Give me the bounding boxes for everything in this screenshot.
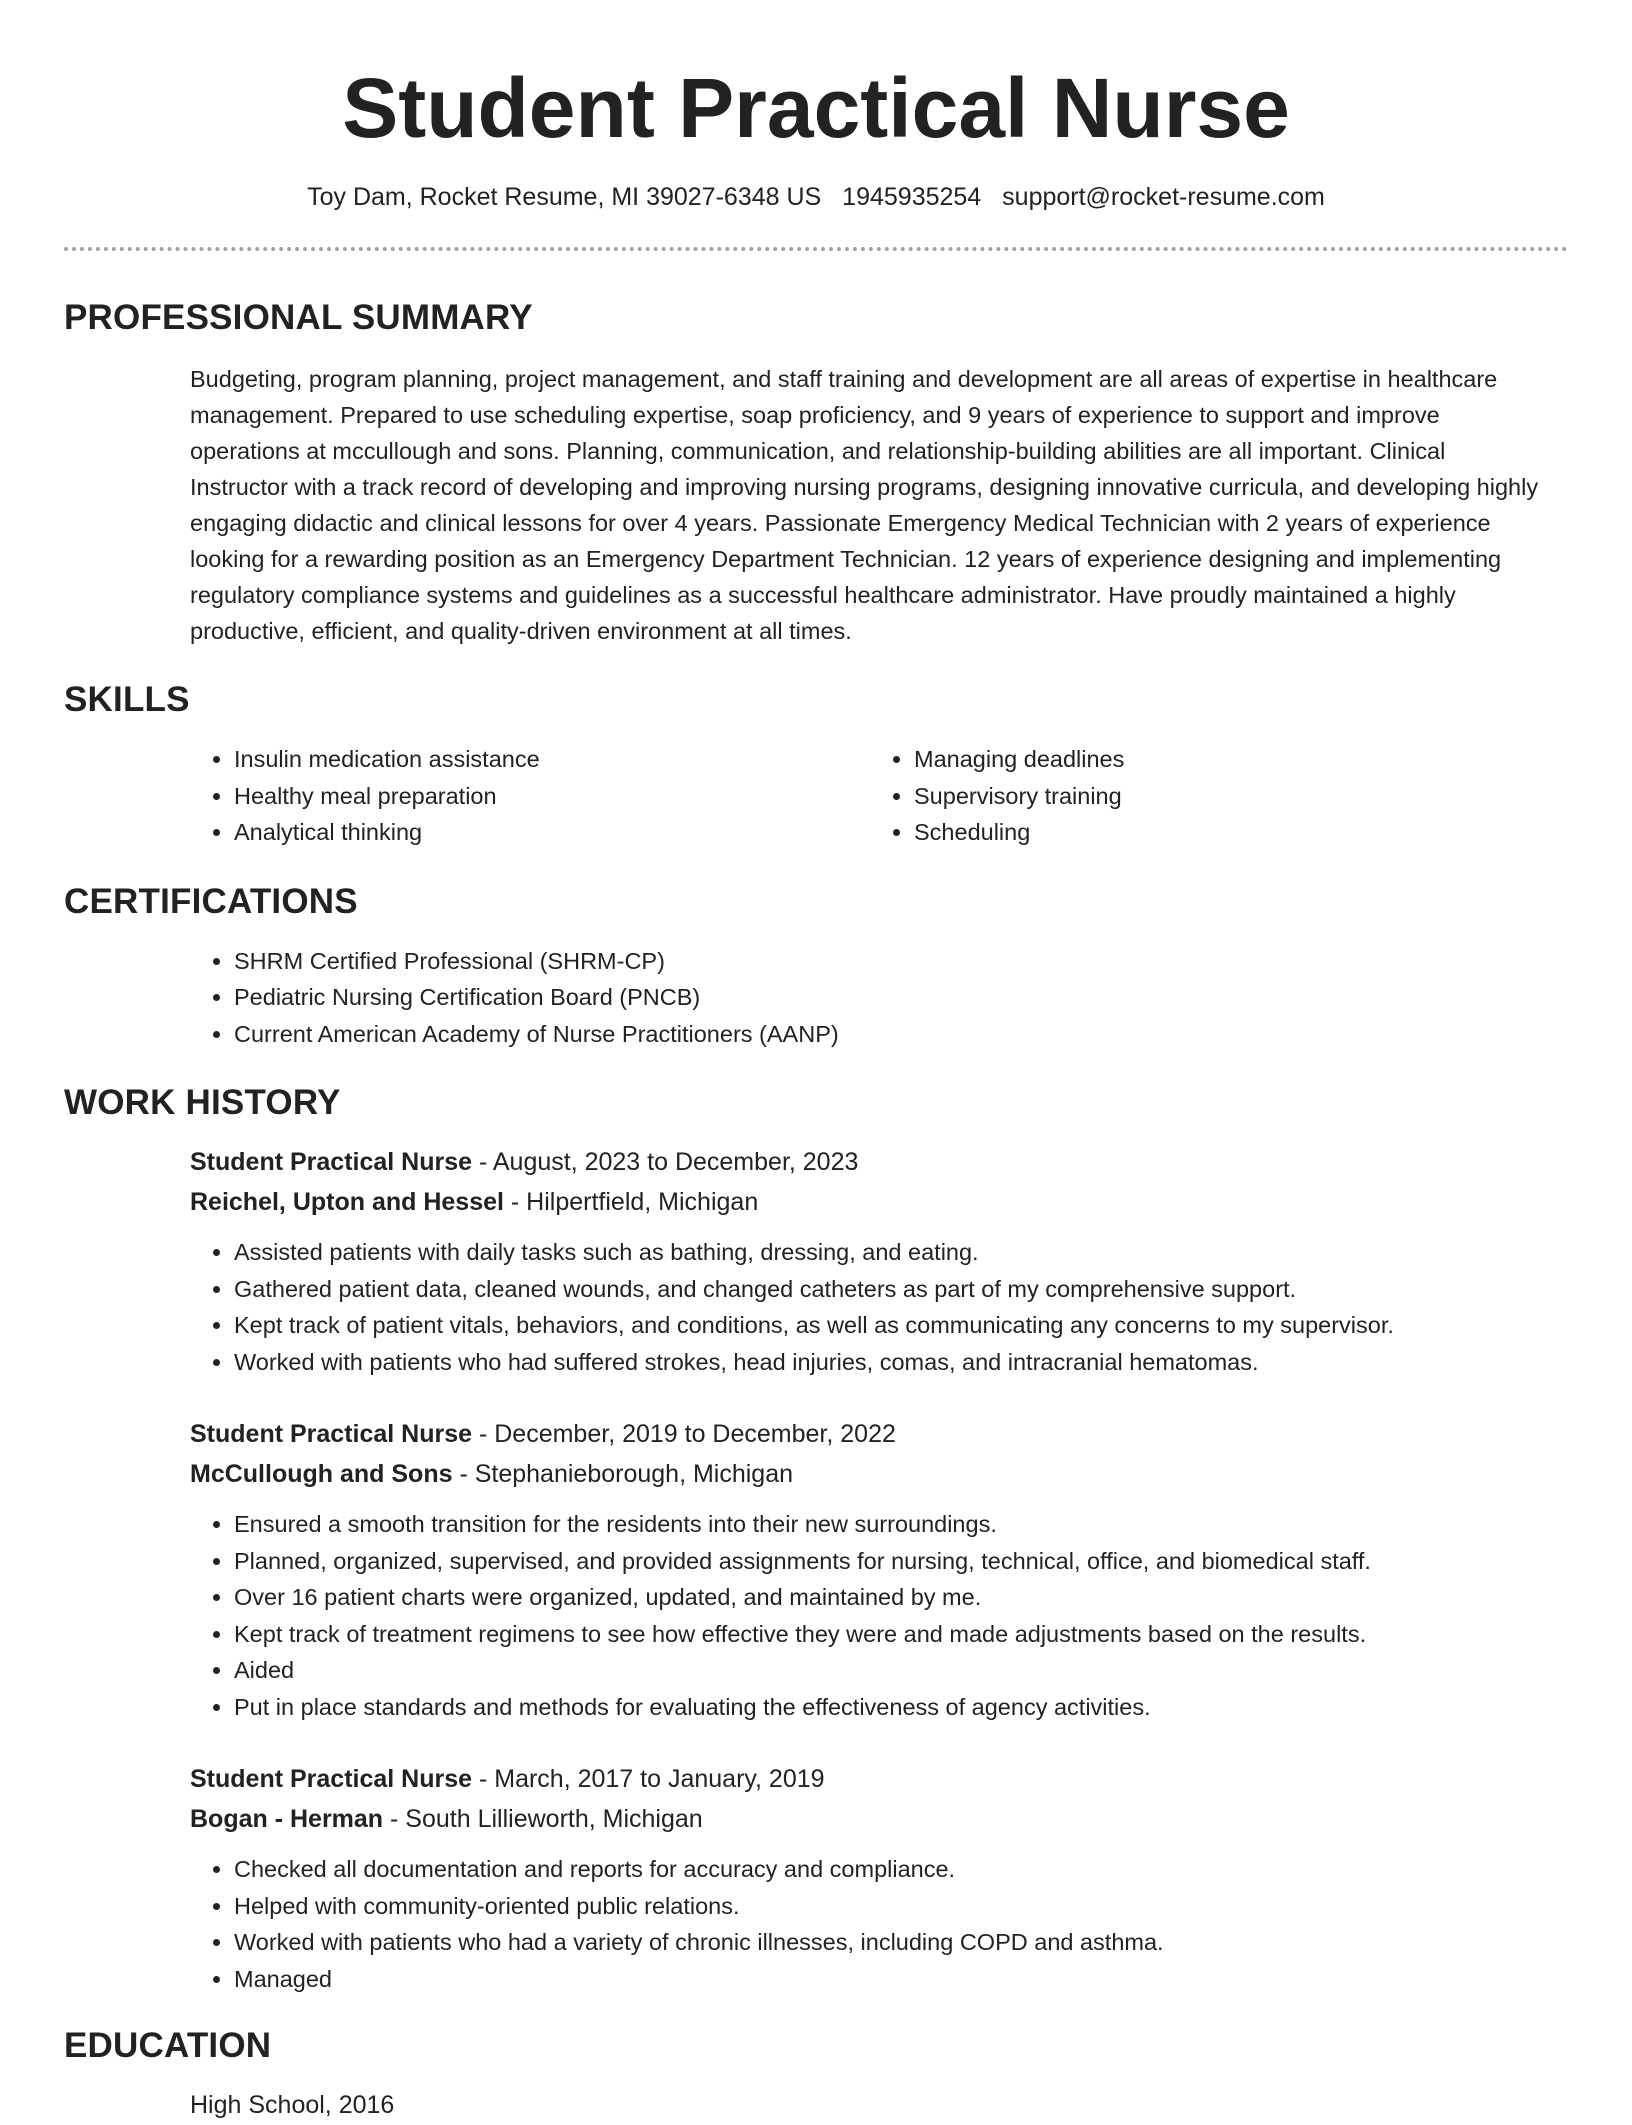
- education-entry: High School, 2016: [190, 2091, 395, 2120]
- list-item: • Worked with patients who had a variety of chronic illnesses, including COPD and asthma.: [234, 1924, 1568, 1961]
- job-company: Bogan - Herman: [190, 1805, 384, 1834]
- list-item: • Kept track of treatment regimens to see how effective they were and made adjustments based on the results.: [234, 1616, 1568, 1653]
- job-company: McCullough and Sons: [190, 1460, 453, 1489]
- job-company-line: [190, 1182, 1568, 1222]
- contact-address: Toy Dam, Rocket Resume, MI 39027-6348 US: [307, 182, 822, 211]
- list-item: • Scheduling: [914, 814, 1550, 851]
- job-location: - Hilpertfield, Michigan: [503, 1188, 759, 1217]
- skills-heading: SKILLS: [64, 680, 190, 720]
- work-history-heading: WORK HISTORY: [64, 1083, 341, 1123]
- list-item: • Analytical thinking: [234, 814, 870, 851]
- summary-heading: PROFESSIONAL SUMMARY: [64, 298, 533, 338]
- list-item: • Managed: [234, 1961, 1568, 1998]
- certifications-heading: CERTIFICATIONS: [64, 881, 358, 921]
- list-item: • Checked all documentation and reports for accuracy and compliance.: [234, 1851, 1568, 1888]
- job-title-line: [190, 1414, 1568, 1454]
- list-item: • Put in place standards and methods for evaluating the effectiveness of agency activities.: [234, 1689, 1568, 1726]
- job-company: Reichel, Upton and Hessel: [190, 1188, 504, 1217]
- list-item: • Over 16 patient charts were organized, updated, and maintained by me.: [234, 1579, 1568, 1616]
- job-entry: [190, 1759, 1568, 1997]
- job-title-line: [190, 1759, 1568, 1799]
- education-heading: EDUCATION: [64, 2026, 272, 2066]
- job-bullets: [190, 1851, 1568, 1997]
- list-item: • Supervisory training: [914, 778, 1550, 815]
- job-dates: - August, 2023 to December, 2023: [472, 1148, 859, 1177]
- list-item: • Gathered patient data, cleaned wounds, and changed catheters as part of my comprehensive support.: [234, 1271, 1568, 1308]
- list-item: • Pediatric Nursing Certification Board (PNCB): [234, 979, 1568, 1016]
- list-item: • SHRM Certified Professional (SHRM-CP): [234, 943, 1568, 980]
- skills-column-right: [870, 741, 1550, 851]
- contact-line: [64, 181, 1568, 214]
- contact-email: support@rocket-resume.com: [1002, 182, 1325, 211]
- certifications-bullets: [190, 943, 1568, 1053]
- job-role: Student Practical Nurse: [190, 1420, 473, 1449]
- list-item: • Helped with community-oriented public relations.: [234, 1888, 1568, 1925]
- job-dates: - December, 2019 to December, 2022: [472, 1420, 896, 1449]
- certifications-list: [190, 943, 1568, 1053]
- work-history-list: [190, 1142, 1568, 1997]
- list-item: • Managing deadlines: [914, 741, 1550, 778]
- list-item: • Worked with patients who had suffered strokes, head injuries, comas, and intracranial hematomas.: [234, 1344, 1568, 1381]
- job-title-line: [190, 1142, 1568, 1182]
- list-item: • Insulin medication assistance: [234, 741, 870, 778]
- list-item: • Aided: [234, 1652, 1568, 1689]
- job-dates: - March, 2017 to January, 2019: [472, 1765, 825, 1794]
- summary-text: Budgeting, program planning, project management, and staff training and development are all areas of expertise in healthcare management. Prepared to use scheduling expertise, soap proficiency, and 9 years of experience to support and improve operations at mccullough and sons. Planning, communication, and relationship-building abilities are all important. Clinical Instructor with a track record of developing and improving nursing programs, designing innovative curricula, and developing highly engaging didactic and clinical lessons for over 4 years. Passionate Emergency Medical Technician with 2 years of experience looking for a rewarding position as an Emergency Department Technician. 12 years of experience designing and implementing regulatory compliance systems and guidelines as a successful healthcare administrator. Have proudly maintained a highly productive, efficient, and quality-driven environment at all times.: [190, 366, 1539, 645]
- job-entry: [190, 1414, 1568, 1725]
- job-bullets: [190, 1234, 1568, 1380]
- list-item: • Kept track of patient vitals, behaviors, and conditions, as well as communicating any concerns to my supervisor.: [234, 1307, 1568, 1344]
- skills-column-left: [190, 741, 870, 851]
- job-role: Student Practical Nurse: [190, 1148, 473, 1177]
- job-location: - Stephanieborough, Michigan: [452, 1460, 794, 1489]
- job-company-line: [190, 1454, 1568, 1494]
- job-location: - South Lillieworth, Michigan: [383, 1805, 703, 1834]
- job-role: Student Practical Nurse: [190, 1765, 473, 1794]
- list-item: • Current American Academy of Nurse Practitioners (AANP): [234, 1016, 1568, 1053]
- list-item: • Ensured a smooth transition for the residents into their new surroundings.: [234, 1506, 1568, 1543]
- header-divider: [64, 247, 1568, 251]
- list-item: • Planned, organized, supervised, and provided assignments for nursing, technical, office, and biomedical staff.: [234, 1543, 1568, 1580]
- job-company-line: [190, 1799, 1568, 1839]
- skills-list: [190, 741, 1568, 851]
- resume-title: Student Practical Nurse: [342, 61, 1290, 155]
- job-bullets: [190, 1506, 1568, 1725]
- job-entry: [190, 1142, 1568, 1380]
- list-item: • Assisted patients with daily tasks such as bathing, dressing, and eating.: [234, 1234, 1568, 1271]
- contact-phone: 1945935254: [842, 182, 982, 211]
- list-item: • Healthy meal preparation: [234, 778, 870, 815]
